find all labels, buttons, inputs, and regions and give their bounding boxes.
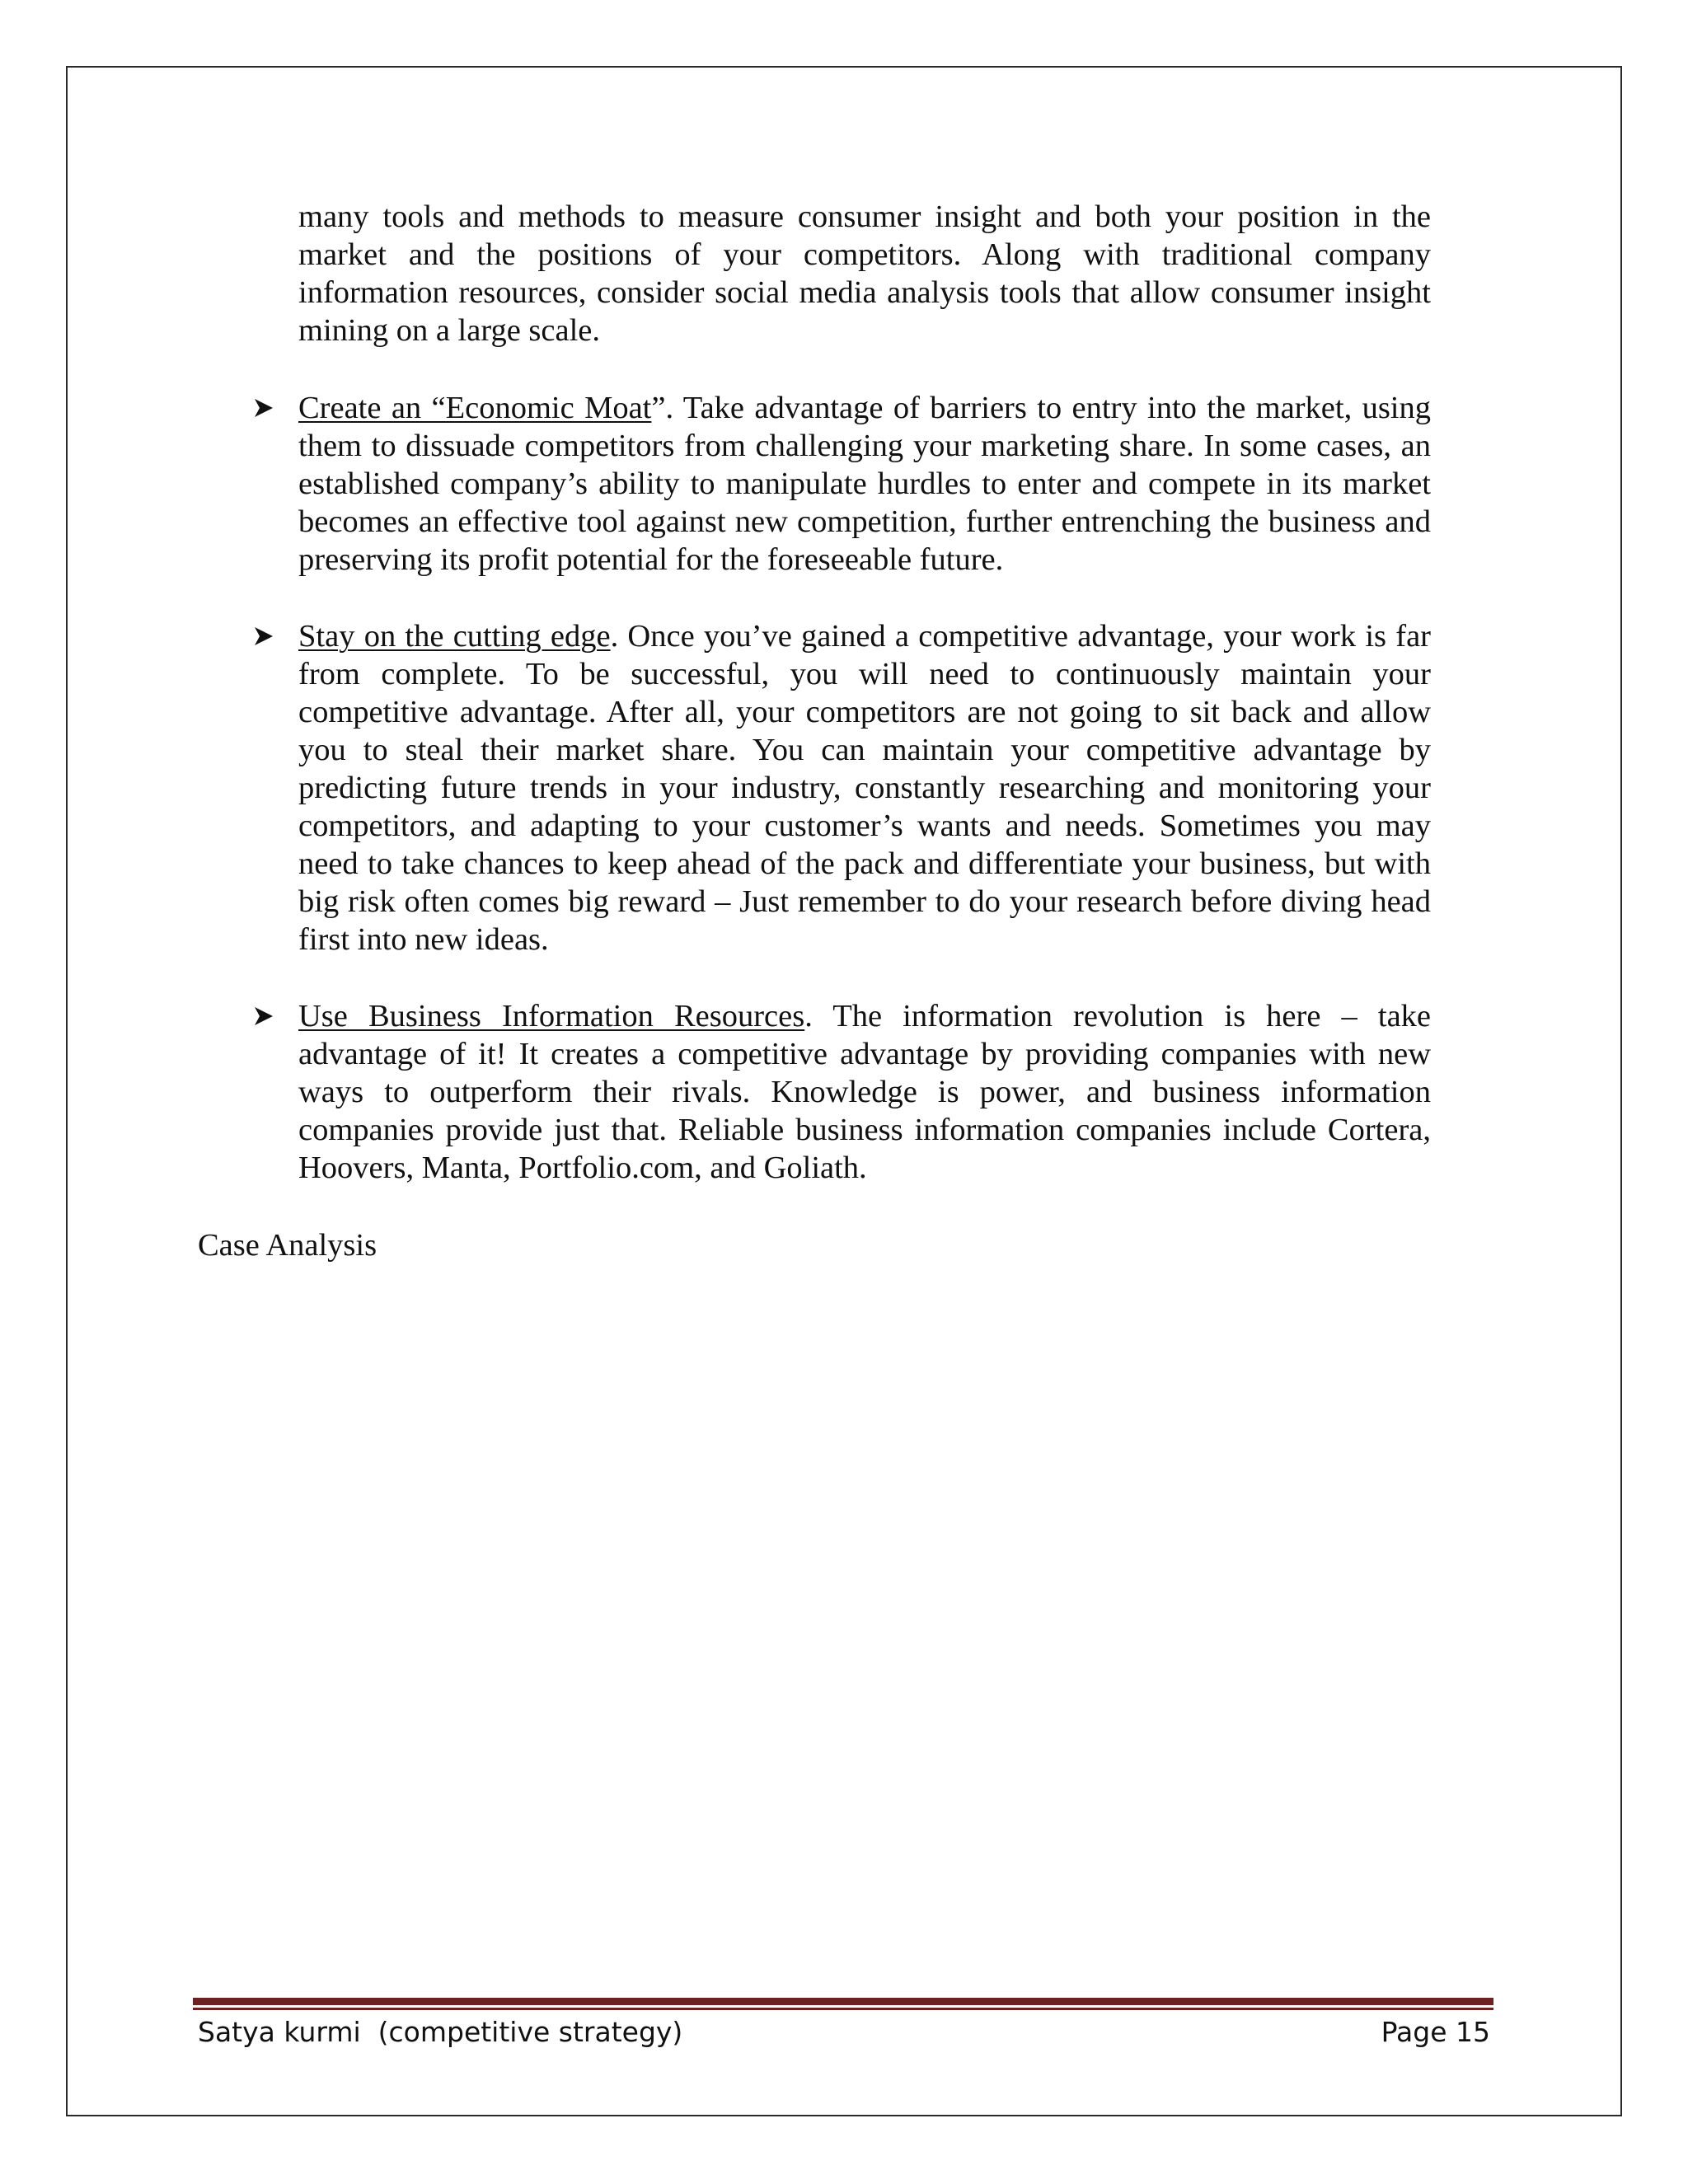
footer-rule-thin bbox=[193, 2008, 1493, 2010]
bullet-body: . Once you’ve gained a competitive advantage, your work is far from complete. To be successful, you will need to continuously maintain your competitive advantage. After all, your competitors are not going to sit back and allow you to steal their market share. You can maintain your competitive advantage by predicting future trends in your industry, constantly researching and monitoring your competitors, and adapting to your customer’s wants and needs. Sometimes you may need to take chances to keep ahead of the pack and differentiate your business, but with big risk often comes big reward – Just remember to do your research before diving head first into new ideas. bbox=[298, 619, 1431, 957]
arrowhead-bullet-icon bbox=[247, 617, 280, 655]
bullet-title: Use Business Information Resources bbox=[298, 999, 805, 1033]
bullet-body: . The information revolution is here – take advantage of it! It creates a competitive advantage by providing companies with new ways to outperform their rivals. Knowledge is power, and business information companies provide just that. Reliable business information companies include Cortera, Hoovers, Manta, Portfolio.com, and Goliath. bbox=[298, 999, 1431, 1185]
footer-page-number: Page 15 bbox=[1381, 2016, 1490, 2048]
bullet-title: Stay on the cutting edge bbox=[298, 619, 611, 654]
bullet-text bbox=[298, 617, 1431, 958]
arrowhead-bullet-icon bbox=[247, 997, 280, 1035]
bullet-text bbox=[298, 997, 1431, 1187]
footer-rule bbox=[193, 1998, 1493, 2005]
section-heading: Case Analysis bbox=[198, 1228, 377, 1263]
bullet-body: ”. Take advantage of barriers to entry into the market, using them to dissuade competitors from challenging your marketing share. In some cases, an established company’s ability to manipulate hurdles to enter and compete in its market becomes an effective tool against new competition, further entrenching the business and preserving its profit potential for the foreseeable future. bbox=[298, 391, 1431, 577]
intro-paragraph: many tools and methods to measure consumer insight and both your position in the market and the positions of your competitors. Along with traditional company information resources, consider social media analysis tools that allow consumer insight mining on a large scale. bbox=[298, 199, 1431, 348]
arrowhead-bullet-icon bbox=[247, 389, 280, 427]
footer-author-title: Satya kurmi (competitive strategy) bbox=[198, 2016, 683, 2048]
bullet-text bbox=[298, 389, 1431, 579]
bullet-title: Create an “Economic Moat bbox=[298, 391, 652, 425]
